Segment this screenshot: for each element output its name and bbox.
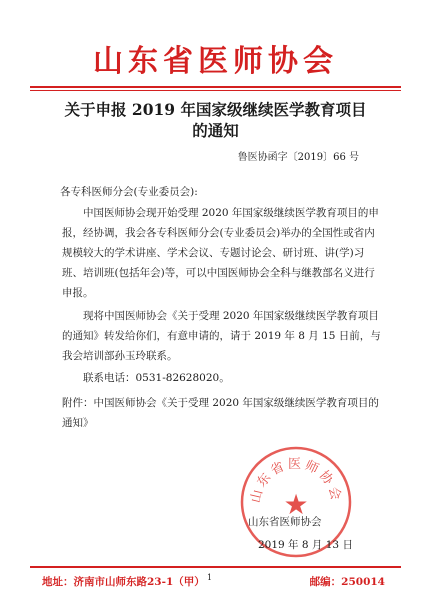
notice-title-line2: 的通知	[192, 121, 239, 140]
body-paragraph-1: 中国医师协会现开始受理 2020 年国家级继续医学教育项目的申报，经协调，我会各专科医师分会(专业委员会)举办的全国性或省内规模较大的学术讲座、学术会议、专题讨论会、研讨班、讲(学)习班、培训班(包括年会)等，可以中国医师协会全科与继教部名义进行申报。	[62, 207, 379, 299]
notice-body	[62, 182, 382, 388]
attachment-note: 附件：中国医师协会《关于受理 2020 年国家级继续医学教育项目的通知》	[62, 397, 379, 429]
notice-title-line1: 关于申报 2019 年国家级继续医学教育项目	[64, 100, 367, 119]
letterhead-rule-thick	[30, 86, 401, 88]
letterhead-rule-thin	[30, 90, 401, 91]
page-number: 1	[207, 573, 213, 582]
body-paragraph-3: 联系电话：0531-82628020。	[83, 372, 230, 384]
signature-date: 2019 年 8 月 13 日	[258, 539, 353, 551]
seal-star-icon: ★	[283, 488, 309, 521]
seal-text: 山东省医师协会	[248, 457, 344, 505]
signature-org: 山东省医师协会	[248, 516, 322, 528]
letterhead-org-name: 山东省医师协会	[93, 44, 338, 79]
document-number: 鲁医协函字〔2019〕66 号	[237, 152, 359, 163]
body-paragraph-2: 现将中国医师协会《关于受理 2020 年国家级继续医学教育项目的通知》转发给你们，有意申请的，请于 2019 年 8 月 15 日前，与我会培训部孙玉玲联系。	[62, 310, 381, 362]
footer-postcode: 邮编：250014	[309, 576, 385, 588]
footer-rule	[30, 566, 401, 568]
footer-address: 地址：济南市山师东路23-1（甲）	[42, 576, 205, 588]
notice-title	[30, 99, 401, 141]
greeting: 各专科医师分会(专业委员会):	[60, 186, 198, 198]
